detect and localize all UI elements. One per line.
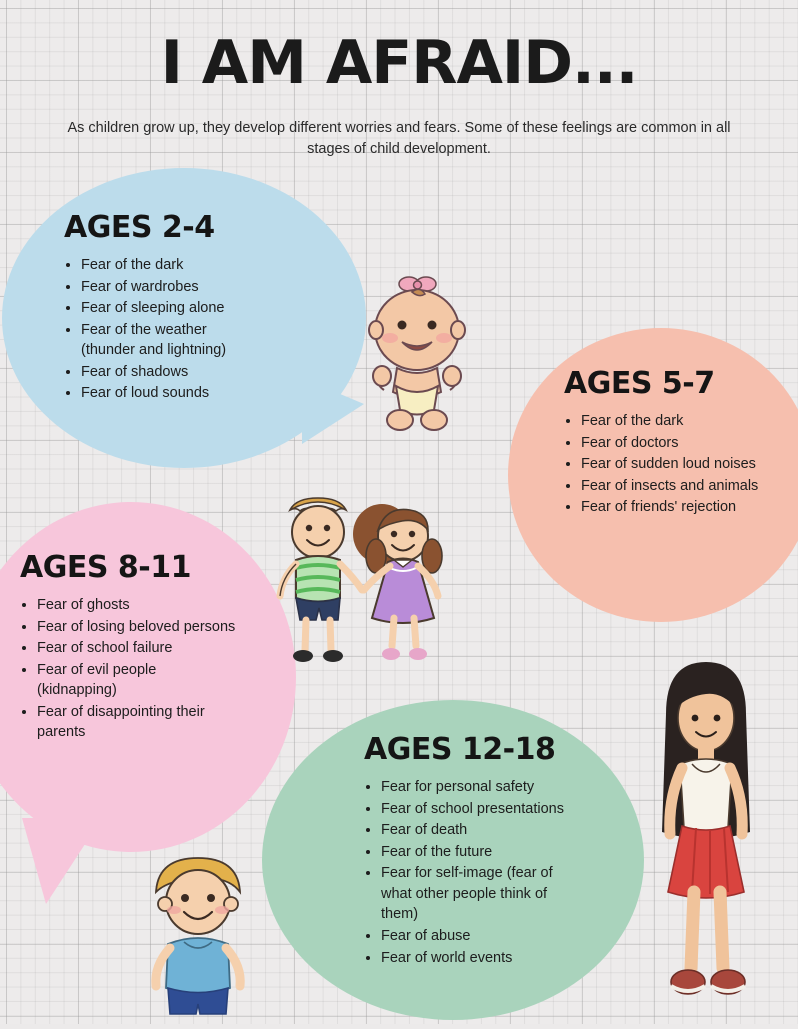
baby-illustration [352, 272, 482, 442]
list-item: • Fear of insects and animals [581, 476, 758, 497]
group-heading: AGES 2-4 [64, 210, 215, 245]
list-item: • Fear for self-image (fear of what other people think of them) [381, 863, 564, 925]
group-heading: AGES 12-18 [364, 732, 556, 767]
fear-list [564, 411, 758, 518]
list-item: • Fear of death [381, 820, 564, 841]
young-boy-illustration [140, 852, 256, 1024]
list-item: • Fear of sleeping alone [81, 298, 241, 319]
fear-list [20, 595, 238, 743]
speech-bubble-content [364, 732, 564, 969]
list-item: • Fear of loud sounds [81, 383, 241, 404]
list-item: • Fear of wardrobes [81, 277, 241, 298]
fear-list [64, 255, 241, 404]
teen-girl-illustration [636, 652, 776, 1020]
list-item: • Fear of the dark [81, 255, 241, 276]
list-item: • Fear of doctors [581, 433, 758, 454]
list-item: • Fear of losing beloved persons [37, 617, 238, 638]
list-item: • Fear of evil people (kidnapping) [37, 660, 238, 701]
boy-and-girl-illustration [272, 486, 482, 686]
list-item: • Fear of the dark [581, 411, 758, 432]
speech-bubble-tail [22, 818, 102, 904]
group-heading: AGES 8-11 [20, 550, 191, 585]
list-item: • Fear of abuse [381, 926, 564, 947]
page-subtitle: As children grow up, they develop different worries and fears. Some of these feelings are common in all stages of child development. [67, 120, 731, 158]
list-item: • Fear of the weather (thunder and lightning) [81, 320, 241, 361]
list-item: • Fear of school presentations [381, 799, 564, 820]
speech-bubble-ages-5-7 [508, 328, 798, 622]
group-heading: AGES 5-7 [564, 366, 715, 401]
list-item: • Fear for personal safety [381, 777, 564, 798]
list-item: • Fear of disappointing their parents [37, 702, 238, 743]
speech-bubble-content [564, 366, 758, 519]
speech-bubble-content [20, 550, 238, 744]
list-item: • Fear of school failure [37, 638, 238, 659]
list-item: • Fear of shadows [81, 362, 241, 383]
speech-bubble-content [64, 210, 241, 405]
speech-bubble-ages-8-11 [0, 502, 296, 852]
list-item: • Fear of world events [381, 948, 564, 969]
fear-list [364, 777, 564, 968]
speech-bubble-ages-2-4 [2, 168, 366, 468]
list-item: • Fear of the future [381, 842, 564, 863]
list-item: • Fear of friends' rejection [581, 497, 758, 518]
list-item: • Fear of sudden loud noises [581, 454, 758, 475]
speech-bubble-ages-12-18 [262, 700, 644, 1020]
list-item: • Fear of ghosts [37, 595, 238, 616]
page-title: I AM AFRAID... [160, 28, 638, 98]
